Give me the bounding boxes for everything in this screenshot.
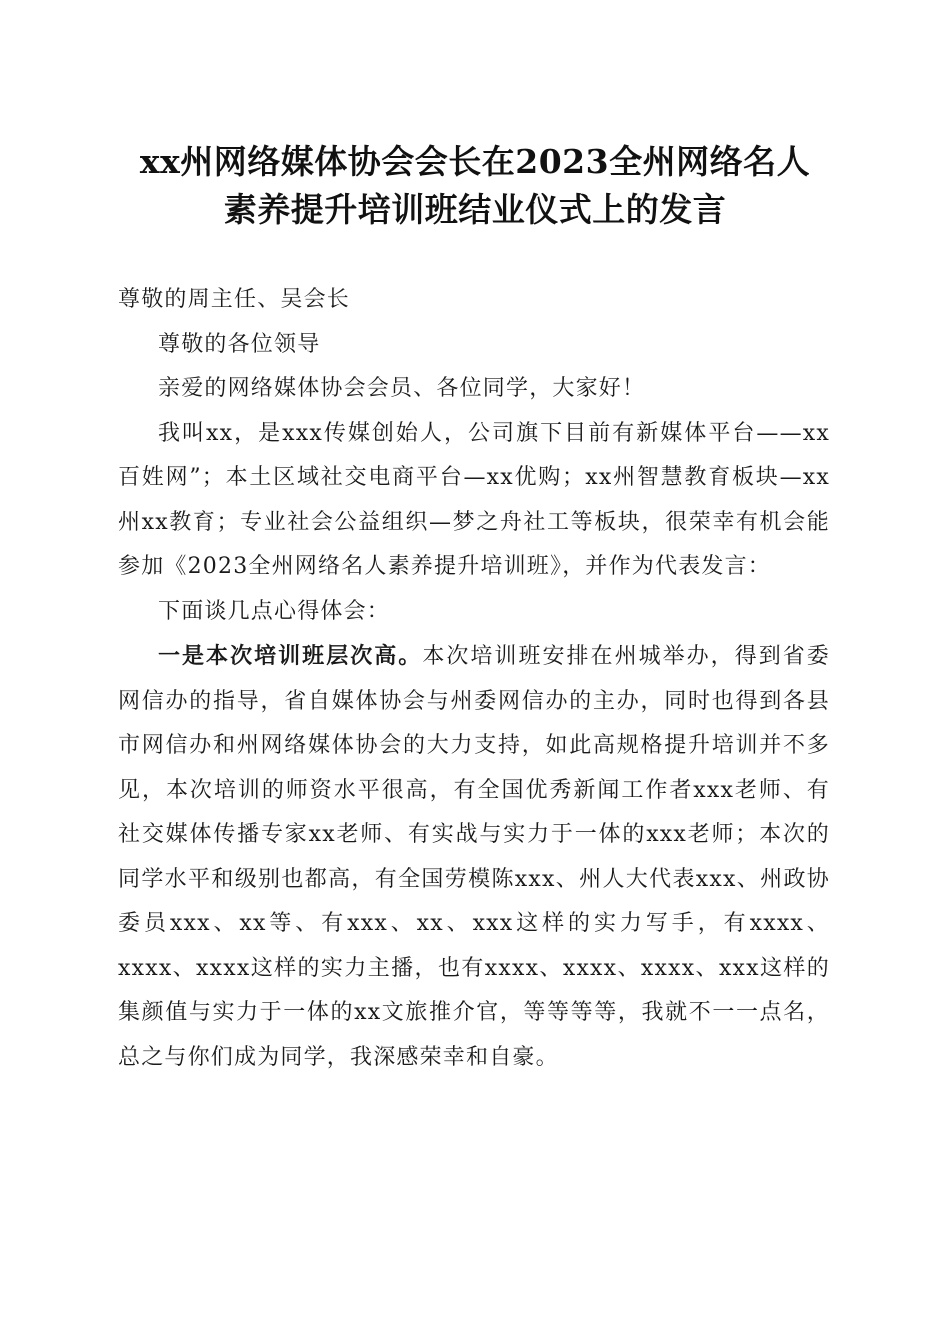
salutation-paragraph: 尊敬的周主任、吴会长 <box>118 287 351 312</box>
point-one-heading: 一是本次培训班层次高。 <box>158 643 423 669</box>
point-one-text: 本次培训班安排在州城举办，得到省委网信办的指导，省自媒体协会与州委网信办的主办，同时也得到各县市网信办和州网络媒体协会的大力支持，如此高规格提升培训并不多见，本次培训的师资水平很高，有全国优秀新闻工作者xxx老师、有社交媒体传播专家xx老师、有实战与实力于一体的xxx老师；本次的同学水平和级别也都高，有全国劳模陈xxx、州人大代表xxx、州政协委员xxx、xx等、有xxx、xx、xxx这样的实力写手，有xxxx、xxxx、xxxx这样的实力主播，也有xxxx、xxxx、xxxx、xxx这样的集颜值与实力于一体的xx文旅推介官，等等等等，我就不一一点名，总之与你们成为同学，我深感荣幸和自豪。 <box>118 644 830 1070</box>
greeting-leaders-paragraph: 尊敬的各位领导 <box>158 331 321 357</box>
greeting-members-paragraph: 亲爱的网络媒体协会会员、各位同学，大家好！ <box>158 376 646 401</box>
document-title <box>80 138 870 234</box>
self-introduction-paragraph: 我叫xx，是xxx传媒创始人，公司旗下目前有新媒体平台——xx百姓网”；本土区域社交电商平台—xx优购；xx州智慧教育板块—xx州xx教育；专业社会公益组织—梦之舟社工等板块，很荣幸有机会能参加《2023全州网络名人素养提升培训班》，并作为代表发言： <box>118 420 830 579</box>
document-body <box>118 278 830 1080</box>
title-line-1: xx州网络媒体协会会长在2023全州网络名人 <box>139 142 811 181</box>
title-line-2: 素养提升培训班结业仪式上的发言 <box>223 190 727 229</box>
point-one-paragraph <box>118 634 830 1080</box>
transition-paragraph: 下面谈几点心得体会： <box>158 598 391 624</box>
